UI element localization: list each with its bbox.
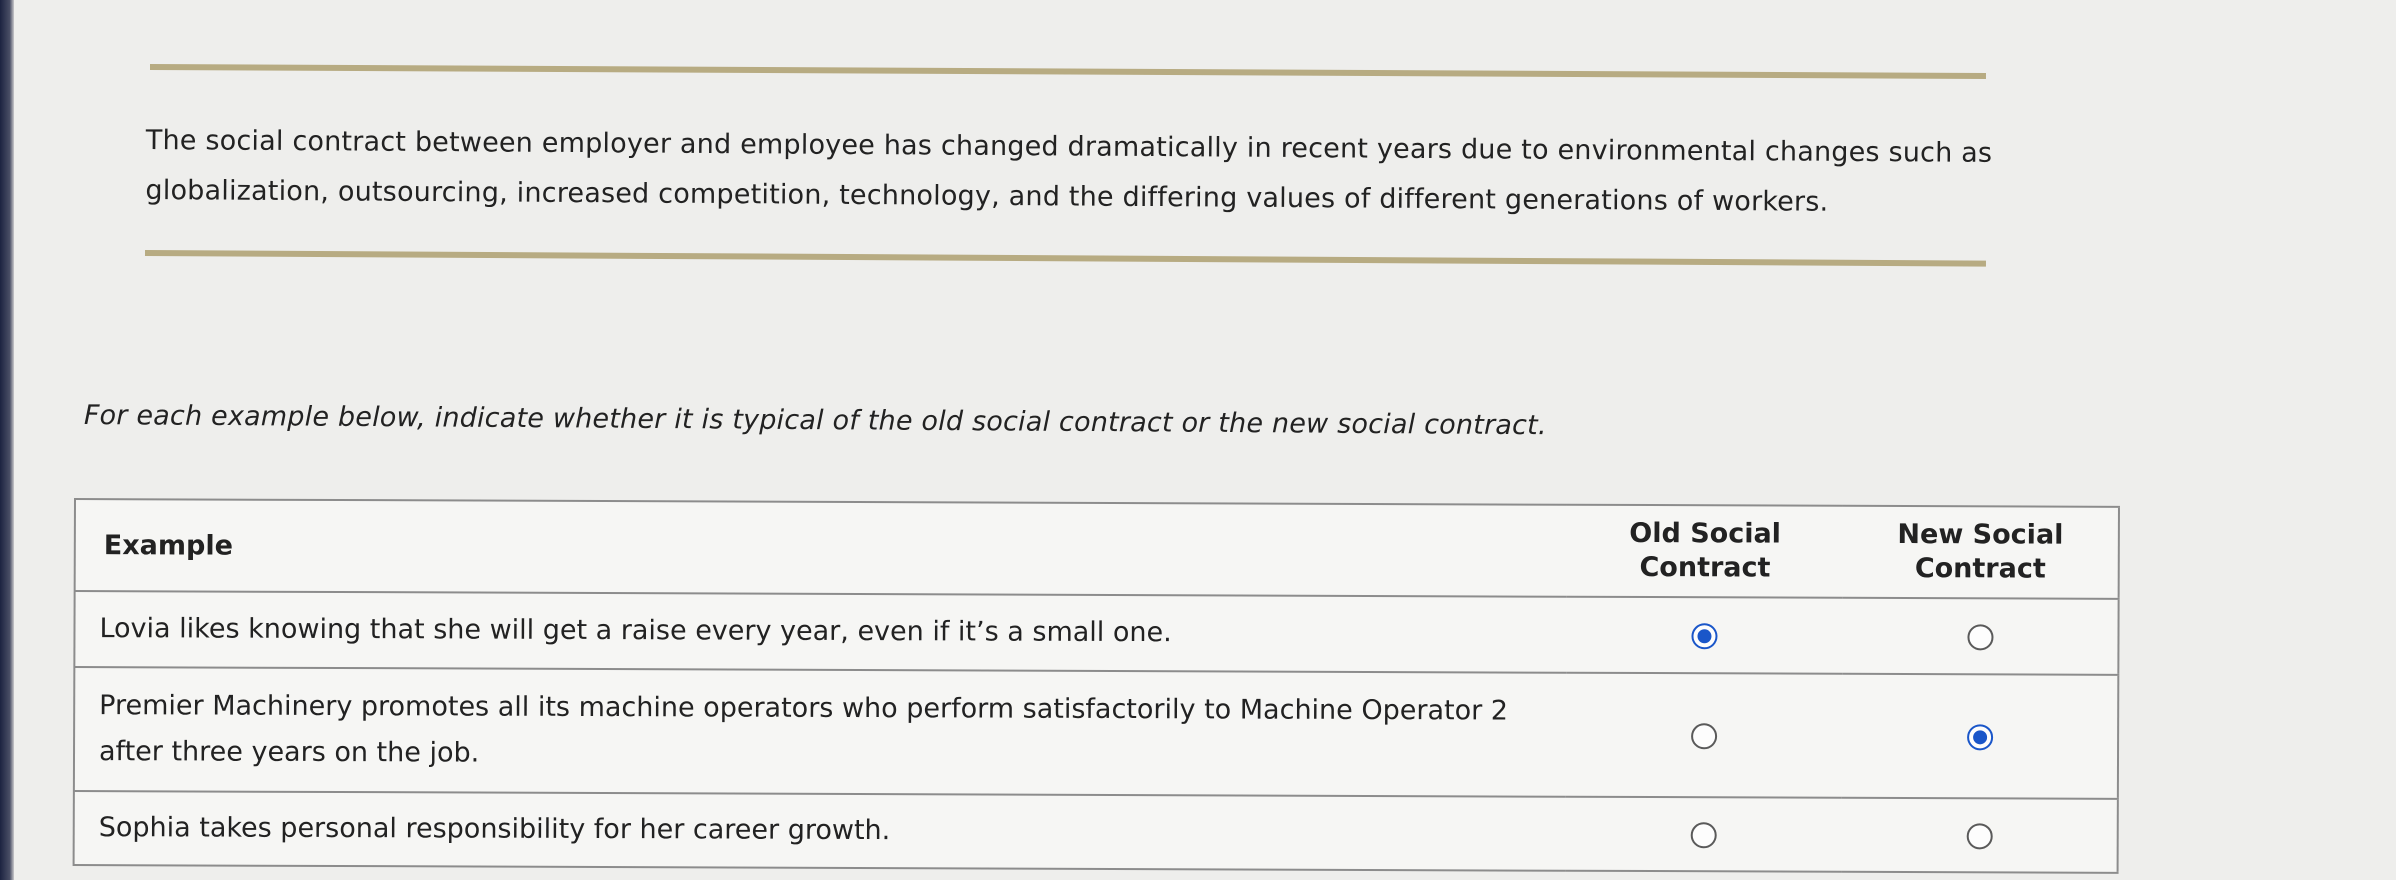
radio-row2-new[interactable] bbox=[1967, 724, 1993, 750]
classification-table bbox=[73, 498, 2120, 874]
table-row bbox=[74, 791, 2118, 873]
row-example-text: Sophia takes personal responsibility for her career growth. bbox=[74, 791, 1567, 871]
radio-row1-old[interactable] bbox=[1692, 623, 1718, 649]
intro-paragraph: The social contract between employer and employee has changed dramatically in recent years due to environmental changes such as globalization, outsourcing, increased competition, technology, and the differing values of different generations of workers. bbox=[145, 124, 1993, 218]
header-old-social-contract: Old Social Contract bbox=[1567, 505, 1843, 598]
radio-row3-old[interactable] bbox=[1691, 822, 1717, 848]
middle-divider bbox=[145, 250, 1986, 267]
new-option-cell bbox=[1842, 674, 2118, 799]
new-option-cell bbox=[1843, 598, 2119, 675]
table-row bbox=[74, 667, 2118, 799]
row-example-text: Lovia likes knowing that she will get a raise every year, even if it’s a small one. bbox=[74, 591, 1567, 673]
table-row bbox=[74, 591, 2118, 675]
header-new-social-contract: New Social Contract bbox=[1843, 506, 2119, 599]
top-divider bbox=[150, 64, 1986, 79]
instruction-text: For each example below, indicate whether it is typical of the old social contract or the new social contract. bbox=[83, 400, 1547, 442]
new-option-cell bbox=[1842, 798, 2118, 873]
row-example-text: Premier Machinery promotes all its machine operators who perform satisfactorily to Machine Operator 2 after three years on the job. bbox=[74, 667, 1567, 797]
old-option-cell bbox=[1566, 797, 1842, 872]
radio-row1-new[interactable] bbox=[1967, 624, 1993, 650]
radio-row3-new[interactable] bbox=[1966, 823, 1992, 849]
old-option-cell bbox=[1566, 673, 1842, 798]
old-option-cell bbox=[1567, 597, 1843, 674]
table-header-row bbox=[75, 499, 2119, 599]
header-example: Example bbox=[75, 499, 1568, 597]
screen-edge bbox=[0, 0, 14, 880]
radio-row2-old[interactable] bbox=[1691, 723, 1717, 749]
